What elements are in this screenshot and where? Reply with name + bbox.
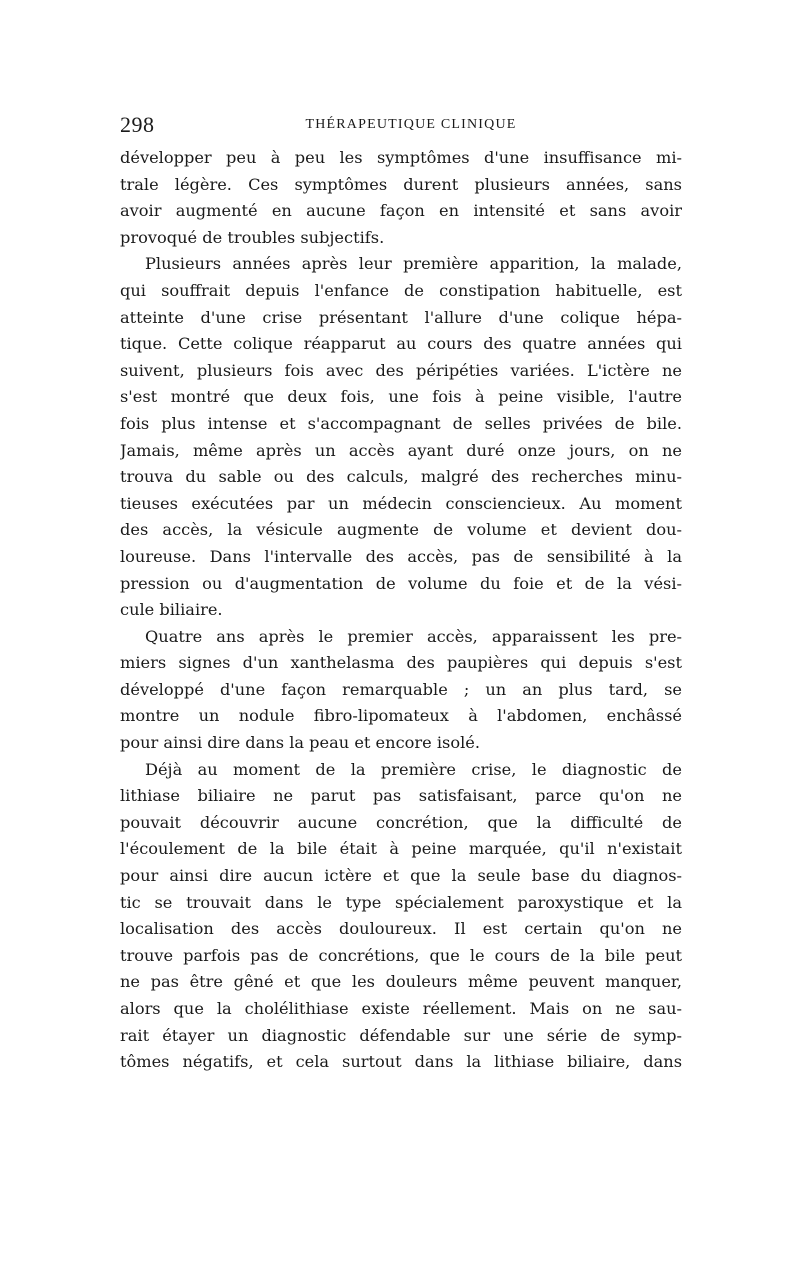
paragraph	[120, 145, 682, 251]
paragraph	[120, 757, 682, 1076]
text-line: tômes négatifs, et cela surtout dans la lithiase biliaire, dans	[120, 1052, 682, 1072]
text-line: loureuse. Dans l'intervalle des accès, pas de sensibilité à la	[120, 546, 682, 566]
text-line: s'est montré que deux fois, une fois à peine visible, l'autre	[120, 387, 682, 407]
text-line: trouva du sable ou des calculs, malgré des recherches minu-	[120, 467, 682, 487]
text-line: Déjà au moment de la première crise, le diagnostic de	[145, 759, 682, 779]
page-header	[120, 112, 682, 142]
text-line: Quatre ans après le premier accès, apparaissent les pre-	[145, 626, 682, 646]
text-line: suivent, plusieurs fois avec des péripéties variées. L'ictère ne	[120, 360, 682, 380]
text-line: pour ainsi dire dans la peau et encore isolé.	[120, 733, 480, 753]
text-line: cule biliaire.	[120, 600, 223, 620]
text-line: Plusieurs années après leur première apparition, la malade,	[145, 254, 682, 274]
text-line: des accès, la vésicule augmente de volume et devient dou-	[120, 520, 682, 540]
paragraph	[120, 624, 682, 757]
text-line: localisation des accès douloureux. Il est certain qu'on ne	[120, 919, 682, 939]
text-line: tieuses exécutées par un médecin consciencieux. Au moment	[120, 493, 682, 513]
text-line: avoir augmenté en aucune façon en intensité et sans avoir	[120, 201, 682, 221]
text-line: tique. Cette colique réapparut au cours des quatre années qui	[120, 334, 682, 354]
text-line: lithiase biliaire ne parut pas satisfaisant, parce qu'on ne	[120, 786, 682, 806]
text-line: Jamais, même après un accès ayant duré onze jours, on ne	[120, 440, 682, 460]
running-title: THÉRAPEUTIQUE CLINIQUE	[305, 117, 517, 132]
text-line: pour ainsi dire aucun ictère et que la seule base du diagnos-	[120, 866, 682, 886]
text-line: rait étayer un diagnostic défendable sur une série de symp-	[120, 1025, 682, 1045]
text-line: qui souffrait depuis l'enfance de constipation habituelle, est	[120, 280, 682, 300]
text-line: atteinte d'une crise présentant l'allure d'une colique hépa-	[120, 307, 682, 327]
text-line: fois plus intense et s'accompagnant de selles privées de bile.	[120, 413, 682, 433]
paragraph	[120, 251, 682, 623]
text-line: développé d'une façon remarquable ; un an plus tard, se	[120, 679, 682, 699]
text-line: tic se trouvait dans le type spécialement paroxystique et la	[120, 892, 682, 912]
text-line: trale légère. Ces symptômes durent plusieurs années, sans	[120, 174, 682, 194]
page-number: 298	[120, 112, 155, 137]
text-line: montre un nodule fibro-lipomateux à l'abdomen, enchâssé	[120, 706, 682, 726]
text-line: ne pas être gêné et que les douleurs même peuvent manquer,	[120, 972, 682, 992]
text-line: miers signes d'un xanthelasma des paupières qui depuis s'est	[120, 653, 682, 673]
text-line: trouve parfois pas de concrétions, que le cours de la bile peut	[120, 945, 682, 965]
text-line: développer peu à peu les symptômes d'une insuffisance mi-	[120, 148, 682, 167]
text-line: alors que la cholélithiase existe réellement. Mais on ne sau-	[120, 999, 682, 1018]
text-line: pouvait découvrir aucune concrétion, que la difficulté de	[120, 812, 682, 832]
text-line: provoqué de troubles subjectifs.	[120, 227, 385, 247]
text-line: pression ou d'augmentation de volume du foie et de la vési-	[120, 573, 682, 593]
body-text	[120, 145, 682, 1076]
text-line: l'écoulement de la bile était à peine marquée, qu'il n'existait	[120, 839, 682, 859]
